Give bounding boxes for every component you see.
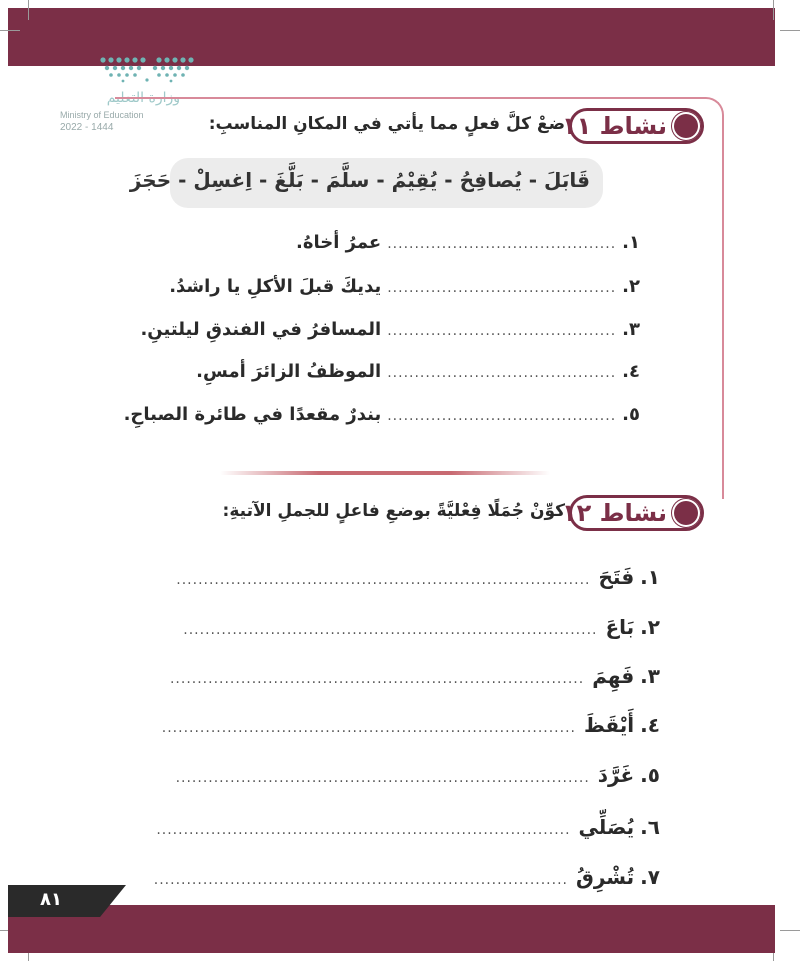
activity-12-instruction: كوِّنْ جُمَلًا فِعْليَّةً بوضعِ فاعلٍ للجملِ الآتيةِ: xyxy=(222,501,565,521)
verb-text: غَرَّدَ xyxy=(597,763,635,787)
answer-blank[interactable]: .......................................... xyxy=(387,280,617,296)
verb-text: فَهِمَ xyxy=(592,664,635,688)
word-bank-text: قَابَلَ - يُصافِحُ - يُقِيْمُ - سلَّمَ - بَلَّغَ - اِغسِلْ - حَجَزَ xyxy=(129,168,590,192)
verb-text: تُشْرِقُ xyxy=(575,865,635,889)
answer-blank[interactable]: ............................................................................ xyxy=(169,671,585,687)
sentence-text: بندرٌ مقعدًا في طائرة الصباحِ. xyxy=(123,404,382,425)
logo-dots-icon xyxy=(98,52,208,86)
verb-item xyxy=(177,615,660,639)
answer-blank[interactable]: .......................................... xyxy=(387,365,617,381)
crop-mark xyxy=(780,30,800,31)
sentence-text: الموظفُ الزائرَ أمسِ. xyxy=(196,361,382,382)
edition-year: 2022 - 1444 xyxy=(60,122,114,133)
verb-item xyxy=(170,565,660,589)
verb-item xyxy=(150,815,660,839)
badge-dot-icon xyxy=(674,501,698,525)
footer-bar xyxy=(8,905,775,953)
verb-text: فَتَحَ xyxy=(598,565,635,589)
crop-mark xyxy=(0,30,20,31)
item-number: ٤. xyxy=(622,361,640,382)
verb-text: بَاعَ xyxy=(605,615,635,639)
verb-item xyxy=(164,664,660,688)
answer-blank[interactable]: ............................................................................ xyxy=(175,770,590,786)
verb-item xyxy=(156,713,660,737)
verb-text: أَيْقَظَ xyxy=(583,713,635,737)
sentence-item xyxy=(124,404,640,425)
item-number: ٥. xyxy=(622,404,640,425)
item-number: ٣. xyxy=(622,319,640,340)
answer-blank[interactable]: .......................................... xyxy=(387,408,617,424)
section-divider xyxy=(220,471,550,475)
answer-blank[interactable]: ............................................................................ xyxy=(156,822,571,838)
ministry-name-ar: وزارة التعليم xyxy=(106,90,180,106)
answer-blank[interactable]: ............................................................................ xyxy=(176,572,591,588)
item-number: ٦. xyxy=(640,815,660,839)
item-number: ٧. xyxy=(640,865,660,889)
activity-12-title: نشاط ١٢ xyxy=(561,499,667,527)
sentence-text: عمرُ أخاهُ. xyxy=(296,232,382,253)
page-number: ٨١ xyxy=(40,889,62,910)
sentence-text: المسافرُ في الفندقِ ليلتينِ. xyxy=(140,319,382,340)
verb-item xyxy=(148,865,660,889)
item-number: ٢. xyxy=(640,615,660,639)
item-number: ٣. xyxy=(640,664,660,688)
item-number: ١. xyxy=(622,232,640,253)
sentence-item xyxy=(296,232,640,253)
answer-blank[interactable]: ............................................................................ xyxy=(153,872,568,888)
activity-12-badge xyxy=(561,495,704,531)
crop-mark xyxy=(780,930,800,931)
verb-text: يُصَلِّي xyxy=(578,815,635,839)
item-number: ٤. xyxy=(640,713,660,737)
answer-blank[interactable]: .......................................... xyxy=(387,236,617,252)
item-number: ١. xyxy=(640,565,660,589)
item-number: ٢. xyxy=(622,276,640,297)
activity-11-title: نشاط ١١ xyxy=(561,112,667,140)
badge-dot-icon xyxy=(674,114,698,138)
activity-11-badge xyxy=(561,108,704,144)
sentence-item xyxy=(169,276,640,297)
answer-blank[interactable]: ............................................................................ xyxy=(183,622,598,638)
sentence-item xyxy=(140,319,640,340)
crop-mark xyxy=(773,0,774,20)
sentence-item xyxy=(196,361,640,382)
sentence-text: يديكَ قبلَ الأكلِ يا راشدُ. xyxy=(169,276,382,297)
item-number: ٥. xyxy=(640,763,660,787)
ministry-name-en: Ministry of Education xyxy=(60,110,144,120)
crop-mark xyxy=(28,0,29,20)
answer-blank[interactable]: ............................................................................ xyxy=(161,720,576,736)
answer-blank[interactable]: .......................................... xyxy=(387,323,617,339)
verb-item xyxy=(170,763,660,787)
activity-11-instruction: ضعْ كلَّ فعلٍ مما يأتي في المكانِ المناسبِ: xyxy=(208,114,565,134)
